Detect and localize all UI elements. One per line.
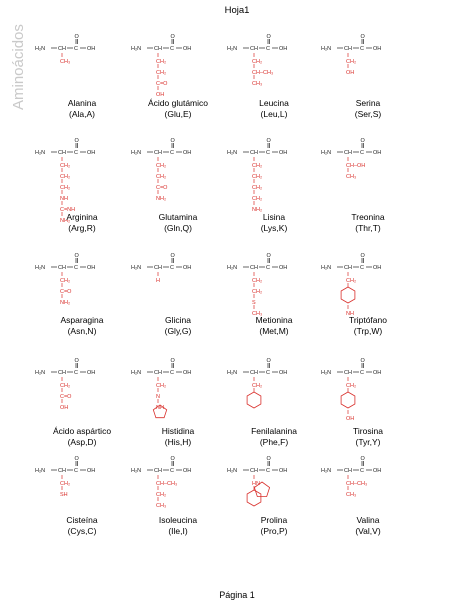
side-chain-label: OH	[60, 405, 69, 411]
alpha-carbon-label: CH	[250, 150, 258, 156]
carboxyl-carbon-label: C	[360, 468, 364, 474]
carbonyl-oxygen-label: O	[360, 358, 365, 364]
alpha-carbon-label: CH	[154, 265, 162, 271]
amine-group-label: H₂N	[131, 46, 142, 52]
side-chain-label: CH₃	[156, 503, 167, 509]
aminoacid-caption	[123, 515, 233, 536]
alpha-carbon-label: CH	[250, 46, 258, 52]
aminoacid-abbreviation: (Phe,F)	[259, 436, 289, 447]
carboxyl-carbon-label: C	[74, 46, 78, 52]
alpha-carbon-label: CH	[154, 370, 162, 376]
amine-group-label: H₂N	[321, 150, 332, 156]
side-chain-label: CH₂	[60, 481, 71, 487]
carbonyl-oxygen-label: O	[170, 456, 175, 462]
aminoacid-name: Ácido aspártico	[52, 426, 112, 436]
aminoacid-abbreviation: (Ile,I)	[168, 525, 188, 536]
aminoacid-caption	[123, 426, 233, 447]
aminoacid-abbreviation: (Met,M)	[259, 325, 289, 336]
side-chain-label: C=O	[156, 185, 168, 191]
side-chain-label: CH–OH	[346, 163, 366, 169]
aminoacid-caption	[27, 315, 137, 336]
carboxyl-carbon-label: C	[170, 150, 174, 156]
side-chain-label: SH	[60, 492, 68, 498]
side-chain-label: CH₂	[252, 185, 263, 191]
aminoacid-abbreviation: (Thr,T)	[355, 222, 381, 233]
alpha-carbon-label: CH	[58, 150, 66, 156]
side-chain-label: NH	[156, 405, 164, 411]
alpha-carbon-label: CH	[58, 468, 66, 474]
carboxyl-carbon-label: C	[266, 370, 270, 376]
hydroxyl-label: OH	[373, 370, 382, 376]
structure-diagram	[27, 138, 137, 224]
amine-group-label: H₂N	[227, 46, 238, 52]
carboxyl-carbon-label: C	[74, 150, 78, 156]
aminoacid-card	[313, 34, 423, 150]
aminoacid-caption	[27, 212, 137, 233]
alpha-carbon-label: CH	[250, 370, 258, 376]
carboxyl-carbon-label: C	[74, 468, 78, 474]
carboxyl-carbon-label: C	[360, 46, 364, 52]
alpha-carbon-label: CH	[344, 468, 352, 474]
carbonyl-oxygen-label: O	[266, 253, 271, 259]
sheet-title: Hoja1	[224, 5, 250, 16]
aminoacid-caption	[27, 98, 137, 119]
side-chain-label: CH₃	[252, 81, 263, 87]
side-chain-label: H	[156, 278, 160, 284]
aminoacid-card	[27, 34, 137, 150]
aminoacid-card	[27, 358, 137, 474]
hydroxyl-label: OH	[373, 265, 382, 271]
aminoacid-caption	[313, 515, 423, 536]
aminoacid-abbreviation: (Arg,R)	[68, 222, 96, 233]
aminoacid-caption	[27, 426, 137, 447]
carboxyl-carbon-label: C	[170, 468, 174, 474]
aminoacid-abbreviation: (Pro,P)	[260, 525, 288, 536]
amine-group-label: H₂N	[321, 46, 332, 52]
side-chain-label: CH₂	[252, 278, 263, 284]
hydroxyl-label: OH	[183, 370, 192, 376]
aminoacid-card	[27, 138, 137, 254]
side-chain-label: CH₂	[346, 383, 357, 389]
carbonyl-oxygen-label: O	[266, 456, 271, 462]
aminoacid-abbreviation: (Gly,G)	[164, 325, 192, 336]
carboxyl-carbon-label: C	[360, 150, 364, 156]
aminoacid-card	[123, 253, 233, 369]
hydroxyl-label: OH	[373, 468, 382, 474]
side-chain-label: CH₂	[252, 59, 263, 65]
side-chain-label: NH₂	[252, 207, 263, 213]
carbonyl-oxygen-label: O	[74, 138, 79, 144]
side-chain-label: OH	[346, 70, 355, 76]
side-chain-label: C=O	[156, 81, 168, 87]
side-chain-label: CH₃	[346, 492, 357, 498]
hydroxyl-label: OH	[279, 468, 288, 474]
side-chain-label: NH₂	[60, 300, 71, 306]
alpha-carbon-label: CH	[250, 265, 258, 271]
aminoacid-card	[313, 138, 423, 254]
amine-group-label: H₂N	[131, 370, 142, 376]
side-chain-label: CH–CH₃	[346, 481, 368, 487]
carbonyl-oxygen-label: O	[360, 253, 365, 259]
side-chain-label: CH₂	[156, 383, 167, 389]
hydroxyl-label: OH	[87, 370, 96, 376]
aminoacid-name: Metionina	[255, 315, 293, 325]
side-chain-label: S	[252, 300, 256, 306]
aminoacid-caption	[123, 212, 233, 233]
aminoacid-abbreviation: (Trp,W)	[353, 325, 383, 336]
amine-group-label: H₂N	[131, 150, 142, 156]
structure-diagram	[123, 138, 233, 222]
amine-group-label: H₂N	[35, 265, 46, 271]
side-chain-label: NH	[60, 196, 68, 202]
amine-group-label: H₂N	[35, 370, 46, 376]
hydroxyl-label: OH	[87, 150, 96, 156]
carbonyl-oxygen-label: O	[266, 358, 271, 364]
side-chain-label: CH₂	[60, 278, 71, 284]
page-footer: Página 1	[219, 590, 255, 600]
aminoacid-name: Cisteína	[66, 515, 98, 525]
hydroxyl-label: OH	[279, 265, 288, 271]
aminoacid-name: Triptófano	[349, 315, 387, 325]
side-chain-label: CH₂	[252, 289, 263, 295]
aminoacid-caption	[313, 212, 423, 233]
carboxyl-carbon-label: C	[266, 468, 270, 474]
hydroxyl-label: OH	[279, 370, 288, 376]
aromatic-ring-shape	[341, 392, 355, 408]
side-chain-label: NH	[346, 311, 354, 317]
aminoacid-card	[27, 253, 137, 369]
side-chain-label: CH₂	[156, 492, 167, 498]
side-chain-label: CH₂	[156, 59, 167, 65]
aminoacid-name: Histidina	[161, 426, 195, 436]
aromatic-ring-shape	[247, 490, 261, 506]
amine-group-label: H₂N	[227, 468, 238, 474]
side-chain-label: CH₃	[60, 59, 71, 65]
aromatic-ring-shape	[247, 392, 261, 408]
carbonyl-oxygen-label: O	[74, 358, 79, 364]
carbonyl-oxygen-label: O	[74, 34, 79, 40]
aminoacid-name: Leucina	[259, 98, 289, 108]
aminoacid-name: Tirosina	[353, 426, 383, 436]
side-chain-label: CH₂	[252, 174, 263, 180]
aromatic-ring-shape	[341, 287, 355, 303]
amine-group-label: H₂N	[321, 370, 332, 376]
carboxyl-carbon-label: C	[266, 265, 270, 271]
aminoacid-caption	[123, 315, 233, 336]
aminoacid-name: Glutamina	[158, 212, 198, 222]
side-chain-label: C=O	[60, 289, 72, 295]
aminoacid-card	[123, 138, 233, 254]
hydroxyl-label: OH	[279, 46, 288, 52]
side-chain-label: CH–CH₃	[252, 70, 274, 76]
aminoacid-abbreviation: (Asp,D)	[67, 436, 97, 447]
carbonyl-oxygen-label: O	[170, 253, 175, 259]
aminoacid-name: Alanina	[67, 98, 97, 108]
aminoacid-card	[123, 358, 233, 474]
carboxyl-carbon-label: C	[170, 370, 174, 376]
side-chain-label: NH₂	[60, 218, 71, 224]
side-chain-label: CH₃	[346, 174, 357, 180]
amine-group-label: H₂N	[35, 46, 46, 52]
aminoacid-abbreviation: (Leu,L)	[260, 108, 288, 119]
hydroxyl-label: OH	[183, 150, 192, 156]
amine-group-label: H₂N	[227, 265, 238, 271]
carboxyl-carbon-label: C	[170, 265, 174, 271]
alpha-carbon-label: CH	[154, 46, 162, 52]
side-chain-label: CH₂	[60, 163, 71, 169]
side-chain-label: CH₂	[346, 278, 357, 284]
side-chain-label: CH₂	[60, 185, 71, 191]
carbonyl-oxygen-label: O	[360, 138, 365, 144]
aminoacid-name: Glicina	[165, 315, 191, 325]
aminoacid-card	[313, 253, 423, 369]
aminoacid-caption	[313, 98, 423, 119]
aminoacid-card	[313, 358, 423, 474]
carbonyl-oxygen-label: O	[170, 138, 175, 144]
hydroxyl-label: OH	[279, 150, 288, 156]
side-chain-label: CH₂	[60, 174, 71, 180]
aminoacid-name: Arginina	[66, 212, 98, 222]
side-chain-label: CH₂	[346, 59, 357, 65]
side-chain-label: C=NH	[60, 207, 76, 213]
aminoacid-name: Fenilalanina	[251, 426, 297, 436]
carboxyl-carbon-label: C	[170, 46, 174, 52]
aminoacid-name: Serina	[355, 98, 381, 108]
side-chain-label: CH–CH₃	[156, 481, 178, 487]
amine-group-label: H₂N	[131, 265, 142, 271]
carboxyl-carbon-label: C	[266, 46, 270, 52]
aminoacid-name: Lisina	[262, 212, 286, 222]
carbonyl-oxygen-label: O	[170, 358, 175, 364]
hydroxyl-label: OH	[87, 46, 96, 52]
hydroxyl-label: OH	[373, 150, 382, 156]
aminoacid-caption	[27, 515, 137, 536]
side-chain-label: CH₂	[252, 196, 263, 202]
aminoacid-name: Ácido glutámico	[147, 98, 208, 108]
aminoacid-abbreviation: (Asn,N)	[67, 325, 97, 336]
aminoacid-card	[27, 456, 137, 572]
aminoacid-card	[313, 456, 423, 572]
aminoacid-abbreviation: (Ser,S)	[354, 108, 382, 119]
aminoacid-card	[123, 456, 233, 572]
aminoacid-name: Prolina	[260, 515, 288, 525]
carbonyl-oxygen-label: O	[266, 138, 271, 144]
hydroxyl-label: OH	[183, 265, 192, 271]
aminoacid-abbreviation: (Lys,K)	[260, 222, 288, 233]
hydroxyl-label: OH	[373, 46, 382, 52]
amine-group-label: H₂N	[321, 265, 332, 271]
aminoacid-caption	[123, 98, 233, 119]
aminoacid-abbreviation: (Glu,E)	[164, 108, 192, 119]
side-chain-label: CH₂	[156, 174, 167, 180]
side-chain-label: C=O	[60, 394, 72, 400]
alpha-carbon-label: CH	[250, 468, 258, 474]
carbonyl-oxygen-label: O	[266, 34, 271, 40]
alpha-carbon-label: CH	[154, 468, 162, 474]
carbonyl-oxygen-label: O	[74, 253, 79, 259]
amine-group-label: H₂N	[227, 150, 238, 156]
side-chain-label: OH	[346, 416, 355, 422]
carbonyl-oxygen-label: O	[360, 456, 365, 462]
side-chain-label: CH₂	[60, 383, 71, 389]
aminoacid-abbreviation: (Ala,A)	[69, 108, 95, 119]
carbonyl-oxygen-label: O	[74, 456, 79, 462]
hydroxyl-label: OH	[183, 468, 192, 474]
side-label: Aminoácidos	[10, 24, 27, 110]
side-chain-label: CH₂	[252, 163, 263, 169]
alpha-carbon-label: CH	[344, 150, 352, 156]
aminoacid-abbreviation: (His,H)	[164, 436, 192, 447]
alpha-carbon-label: CH	[344, 46, 352, 52]
amine-group-label: H₂N	[227, 370, 238, 376]
carbonyl-oxygen-label: O	[360, 34, 365, 40]
aminoacid-abbreviation: (Cys,C)	[67, 525, 97, 536]
amine-group-label: H₂N	[321, 468, 332, 474]
side-chain-label: CH₂	[252, 383, 263, 389]
aminoacid-abbreviation: (Tyr,Y)	[355, 436, 381, 447]
alpha-carbon-label: CH	[58, 370, 66, 376]
alpha-carbon-label: CH	[154, 150, 162, 156]
carboxyl-carbon-label: C	[74, 265, 78, 271]
aminoacid-name: Treonina	[351, 212, 385, 222]
carboxyl-carbon-label: C	[360, 265, 364, 271]
hydroxyl-label: OH	[87, 265, 96, 271]
aminoacid-name: Isoleucina	[158, 515, 198, 525]
side-chain-label: HN	[252, 481, 260, 487]
alpha-carbon-label: CH	[58, 46, 66, 52]
structure-diagram	[313, 138, 423, 222]
hydroxyl-label: OH	[183, 46, 192, 52]
aminoacid-caption	[313, 315, 423, 336]
amine-group-label: H₂N	[35, 150, 46, 156]
alpha-carbon-label: CH	[344, 370, 352, 376]
hydroxyl-label: OH	[87, 468, 96, 474]
amine-group-label: H₂N	[131, 468, 142, 474]
side-chain-label: N	[156, 394, 160, 400]
side-chain-label: CH₃	[252, 311, 263, 317]
alpha-carbon-label: CH	[344, 265, 352, 271]
aminoacid-name: Valina	[356, 515, 380, 525]
carboxyl-carbon-label: C	[74, 370, 78, 376]
aminoacid-caption	[313, 426, 423, 447]
alpha-carbon-label: CH	[58, 265, 66, 271]
carboxyl-carbon-label: C	[360, 370, 364, 376]
aminoacid-abbreviation: (Gln,Q)	[164, 222, 192, 233]
aminoacid-card	[123, 34, 233, 150]
carboxyl-carbon-label: C	[266, 150, 270, 156]
side-chain-label: CH₂	[156, 163, 167, 169]
amine-group-label: H₂N	[35, 468, 46, 474]
aminoacid-abbreviation: (Val,V)	[355, 525, 381, 536]
side-chain-label: OH	[156, 92, 165, 98]
side-chain-label: CH₂	[156, 70, 167, 76]
carbonyl-oxygen-label: O	[170, 34, 175, 40]
side-chain-label: NH₂	[156, 196, 167, 202]
aminoacid-name: Asparagina	[60, 315, 104, 325]
